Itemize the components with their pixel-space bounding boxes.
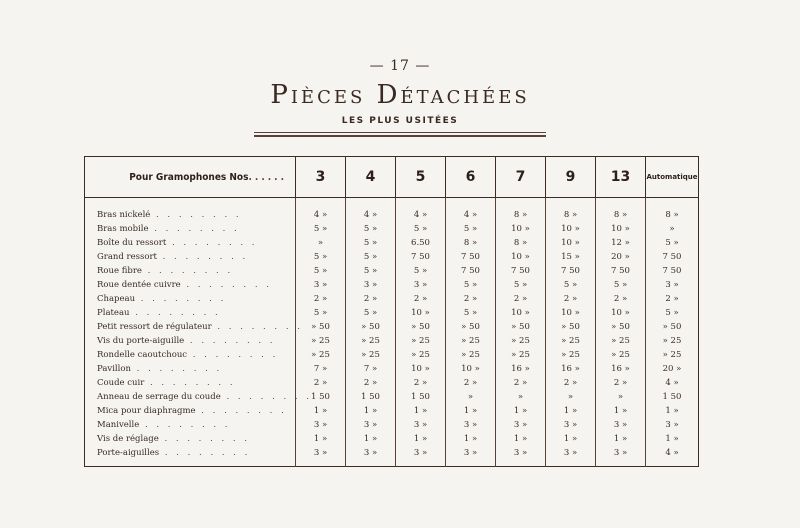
table-row bbox=[85, 278, 699, 292]
price-cell: 12 » bbox=[596, 236, 646, 250]
price-cell: 7 » bbox=[296, 362, 346, 376]
part-name-cell bbox=[85, 404, 296, 418]
price-cell: 8 » bbox=[596, 198, 646, 223]
dot-leader: . . . . . . . . bbox=[148, 224, 240, 234]
price-cell: » 50 bbox=[646, 320, 699, 334]
price-cell: » 25 bbox=[496, 334, 546, 348]
part-name-cell bbox=[85, 334, 296, 348]
price-cell: 2 » bbox=[446, 292, 496, 306]
price-cell: 3 » bbox=[296, 446, 346, 467]
price-cell: 2 » bbox=[546, 292, 596, 306]
page-subtitle: LES PLUS USITÉES bbox=[341, 116, 459, 126]
part-name-cell bbox=[85, 236, 296, 250]
price-cell: 5 » bbox=[346, 236, 396, 250]
price-cell: » bbox=[596, 390, 646, 404]
price-cell: 3 » bbox=[396, 278, 446, 292]
price-cell: 8 » bbox=[646, 198, 699, 223]
price-cell: 5 » bbox=[446, 278, 496, 292]
part-name: Rondelle caoutchouc bbox=[97, 350, 188, 360]
price-cell: 8 » bbox=[446, 236, 496, 250]
price-cell: 3 » bbox=[646, 278, 699, 292]
part-name: Vis du porte-aiguille bbox=[97, 336, 185, 346]
price-cell: 1 » bbox=[346, 404, 396, 418]
price-cell: 15 » bbox=[546, 250, 596, 264]
price-cell: 10 » bbox=[496, 306, 546, 320]
column-header: 13 bbox=[596, 157, 646, 198]
price-cell: 7 50 bbox=[446, 264, 496, 278]
price-cell: 4 » bbox=[646, 376, 699, 390]
part-name-cell bbox=[85, 264, 296, 278]
part-name: Chapeau bbox=[97, 294, 136, 304]
price-cell: » 25 bbox=[346, 348, 396, 362]
part-name: Pavillon bbox=[97, 364, 131, 374]
table-header-label bbox=[85, 157, 296, 198]
price-cell: 5 » bbox=[346, 306, 396, 320]
part-name: Porte-aiguilles bbox=[97, 448, 160, 458]
part-name: Mica pour diaphragme bbox=[97, 406, 196, 416]
column-header: Automatique bbox=[646, 157, 699, 198]
price-cell: 2 » bbox=[546, 376, 596, 390]
part-name: Roue fibre bbox=[97, 266, 142, 276]
price-cell: 1 » bbox=[446, 404, 496, 418]
price-cell: 1 » bbox=[496, 432, 546, 446]
price-cell: 8 » bbox=[496, 198, 546, 223]
dot-leader: . . . . . . . . bbox=[129, 308, 221, 318]
price-cell: » 25 bbox=[546, 348, 596, 362]
price-cell: 3 » bbox=[446, 446, 496, 467]
price-cell: 10 » bbox=[446, 362, 496, 376]
price-cell: 1 » bbox=[396, 404, 446, 418]
table-row bbox=[85, 334, 699, 348]
price-cell: 2 » bbox=[396, 292, 446, 306]
price-cell: » 25 bbox=[396, 334, 446, 348]
part-name: Coude cuir bbox=[97, 378, 145, 388]
part-name: Vis de réglage bbox=[97, 434, 159, 444]
price-cell: 1 » bbox=[346, 432, 396, 446]
price-cell: 10 » bbox=[396, 306, 446, 320]
price-cell: 20 » bbox=[646, 362, 699, 376]
table-row bbox=[85, 222, 699, 236]
price-cell: » 25 bbox=[446, 334, 496, 348]
price-cell: » 50 bbox=[446, 320, 496, 334]
price-cell: 4 » bbox=[296, 198, 346, 223]
price-cell: 3 » bbox=[346, 278, 396, 292]
title-rule-thick bbox=[254, 135, 546, 137]
part-name: Bras mobile bbox=[97, 224, 149, 234]
price-cell: 2 » bbox=[396, 376, 446, 390]
price-cell: 5 » bbox=[346, 222, 396, 236]
price-cell: » 25 bbox=[446, 348, 496, 362]
price-cell: 2 » bbox=[596, 292, 646, 306]
price-cell: 5 » bbox=[496, 278, 546, 292]
price-cell: » 25 bbox=[646, 334, 699, 348]
price-cell: 1 » bbox=[496, 404, 546, 418]
dot-leader: . . . . . . . . bbox=[135, 294, 227, 304]
column-header: 3 bbox=[296, 157, 346, 198]
price-cell: 3 » bbox=[596, 418, 646, 432]
dot-leader: . . . . . . . . bbox=[150, 210, 242, 220]
price-cell: 5 » bbox=[296, 264, 346, 278]
price-cell: 2 » bbox=[496, 376, 546, 390]
price-cell: 3 » bbox=[546, 446, 596, 467]
price-cell: 1 » bbox=[646, 404, 699, 418]
part-name-cell bbox=[85, 432, 296, 446]
price-cell: 5 » bbox=[346, 264, 396, 278]
price-cell: 7 » bbox=[346, 362, 396, 376]
part-name: Grand ressort bbox=[97, 252, 157, 262]
price-cell: 8 » bbox=[496, 236, 546, 250]
part-name-cell bbox=[85, 198, 296, 223]
price-cell: 10 » bbox=[496, 250, 546, 264]
part-name-cell bbox=[85, 306, 296, 320]
price-cell: 10 » bbox=[596, 222, 646, 236]
table-row bbox=[85, 446, 699, 467]
price-cell: 3 » bbox=[596, 446, 646, 467]
dot-leader: . . . . . . . . bbox=[139, 420, 231, 430]
price-cell: 2 » bbox=[346, 376, 396, 390]
price-cell: 3 » bbox=[446, 418, 496, 432]
table-row bbox=[85, 320, 699, 334]
table-row bbox=[85, 390, 699, 404]
price-cell: » 25 bbox=[496, 348, 546, 362]
price-cell: » 25 bbox=[296, 334, 346, 348]
dot-leader: . . . . . . . . bbox=[158, 434, 250, 444]
part-name-cell bbox=[85, 390, 312, 404]
price-cell: 1 » bbox=[546, 432, 596, 446]
price-cell: 2 » bbox=[646, 292, 699, 306]
price-cell: 2 » bbox=[296, 376, 346, 390]
price-cell: 7 50 bbox=[496, 264, 546, 278]
price-cell: 5 » bbox=[646, 306, 699, 320]
table-row bbox=[85, 348, 699, 362]
price-cell: 2 » bbox=[296, 292, 346, 306]
dot-leader: . . . . . . . . bbox=[159, 448, 251, 458]
price-cell: 7 50 bbox=[646, 264, 699, 278]
dot-leader: . . . . . . . . bbox=[130, 364, 223, 374]
price-cell: 1 » bbox=[296, 432, 346, 446]
column-header: 9 bbox=[546, 157, 596, 198]
price-cell: 10 » bbox=[546, 306, 596, 320]
price-cell: 3 » bbox=[546, 418, 596, 432]
part-name: Petit ressort de régulateur bbox=[97, 322, 212, 332]
price-cell: 10 » bbox=[546, 236, 596, 250]
part-name: Roue dentée cuivre bbox=[97, 280, 181, 290]
table-row bbox=[85, 418, 699, 432]
price-cell: 7 50 bbox=[446, 250, 496, 264]
dot-leader: . . . . . . . . bbox=[187, 350, 279, 360]
part-name-cell bbox=[85, 222, 296, 236]
price-cell: 3 » bbox=[496, 418, 546, 432]
price-cell: » 50 bbox=[546, 320, 596, 334]
table-row bbox=[85, 362, 699, 376]
price-cell: 5 » bbox=[596, 278, 646, 292]
price-cell: » bbox=[496, 390, 546, 404]
price-cell: » bbox=[446, 390, 496, 404]
column-header: 5 bbox=[396, 157, 446, 198]
price-cell: 1 » bbox=[646, 432, 699, 446]
price-cell: 1 » bbox=[546, 404, 596, 418]
dot-leader: . . . . . . . . bbox=[141, 266, 234, 276]
price-cell: » bbox=[296, 236, 346, 250]
table-row bbox=[85, 404, 699, 418]
table-row bbox=[85, 250, 699, 264]
price-cell: 7 50 bbox=[646, 250, 699, 264]
price-cell: 16 » bbox=[546, 362, 596, 376]
table-row bbox=[85, 264, 699, 278]
price-cell: » 50 bbox=[346, 320, 396, 334]
price-cell: 5 » bbox=[446, 306, 496, 320]
title-rule-thin bbox=[254, 132, 546, 133]
table-row bbox=[85, 198, 699, 223]
price-cell: 1 » bbox=[396, 432, 446, 446]
price-cell: 2 » bbox=[346, 292, 396, 306]
header-leader: ...... bbox=[248, 171, 287, 183]
price-cell: » 50 bbox=[496, 320, 546, 334]
part-name: Plateau bbox=[97, 308, 130, 318]
price-cell: » 50 bbox=[296, 320, 346, 334]
part-name-cell bbox=[85, 278, 296, 292]
part-name-cell bbox=[85, 362, 296, 376]
price-cell: 3 » bbox=[496, 446, 546, 467]
table-header-row bbox=[85, 157, 699, 198]
price-cell: 1 50 bbox=[346, 390, 396, 404]
table-row bbox=[85, 292, 699, 306]
price-cell: 10 » bbox=[596, 306, 646, 320]
price-cell: 4 » bbox=[446, 198, 496, 223]
price-cell: 5 » bbox=[296, 222, 346, 236]
part-name-cell bbox=[85, 292, 296, 306]
dot-leader: . . . . . . . . bbox=[220, 392, 312, 402]
price-cell: 10 » bbox=[496, 222, 546, 236]
table-row bbox=[85, 432, 699, 446]
price-cell: 5 » bbox=[446, 222, 496, 236]
price-cell: » bbox=[646, 222, 699, 236]
dot-leader: . . . . . . . . bbox=[180, 280, 272, 290]
price-cell: 3 » bbox=[296, 278, 346, 292]
table-row bbox=[85, 306, 699, 320]
price-cell: 1 » bbox=[446, 432, 496, 446]
price-cell: » 25 bbox=[546, 334, 596, 348]
dot-leader: . . . . . . . . bbox=[166, 238, 258, 248]
dot-leader: . . . . . . . . bbox=[184, 336, 276, 346]
price-cell: » 25 bbox=[596, 348, 646, 362]
price-cell: 3 » bbox=[296, 418, 346, 432]
price-cell: » bbox=[546, 390, 596, 404]
price-cell: 2 » bbox=[496, 292, 546, 306]
price-cell: 3 » bbox=[396, 446, 446, 467]
table-row bbox=[85, 236, 699, 250]
part-name: Boîte du ressort bbox=[97, 238, 167, 248]
price-cell: 3 » bbox=[646, 418, 699, 432]
price-cell: 3 » bbox=[396, 418, 446, 432]
part-name-cell bbox=[85, 446, 296, 467]
price-cell: 7 50 bbox=[396, 250, 446, 264]
part-name: Manivelle bbox=[97, 420, 140, 430]
price-cell: » 25 bbox=[346, 334, 396, 348]
price-cell: 1 » bbox=[596, 432, 646, 446]
price-cell: » 25 bbox=[596, 334, 646, 348]
price-cell: » 25 bbox=[396, 348, 446, 362]
price-cell: 6.50 bbox=[396, 236, 446, 250]
dot-leader: . . . . . . . . bbox=[156, 252, 249, 262]
price-cell: 1 » bbox=[296, 404, 346, 418]
part-name: Anneau de serrage du coude bbox=[97, 392, 221, 402]
price-cell: 4 » bbox=[396, 198, 446, 223]
price-cell: 3 » bbox=[346, 446, 396, 467]
part-name-cell bbox=[85, 320, 303, 334]
price-cell: 5 » bbox=[296, 250, 346, 264]
column-header: 6 bbox=[446, 157, 496, 198]
table-row bbox=[85, 376, 699, 390]
dot-leader: . . . . . . . . bbox=[211, 322, 303, 332]
price-cell: 20 » bbox=[596, 250, 646, 264]
price-cell: 5 » bbox=[296, 306, 346, 320]
price-cell: 1 » bbox=[596, 404, 646, 418]
price-cell: 7 50 bbox=[596, 264, 646, 278]
price-cell: 4 » bbox=[346, 198, 396, 223]
price-cell: 16 » bbox=[496, 362, 546, 376]
price-cell: 3 » bbox=[346, 418, 396, 432]
price-cell: » 25 bbox=[646, 348, 699, 362]
column-header: 4 bbox=[346, 157, 396, 198]
part-name-cell bbox=[85, 250, 296, 264]
table-body bbox=[85, 198, 699, 467]
column-header: 7 bbox=[496, 157, 546, 198]
price-cell: 1 50 bbox=[296, 390, 346, 404]
part-name: Bras nickelé bbox=[97, 210, 151, 220]
price-cell: 5 » bbox=[396, 222, 446, 236]
price-cell: » 25 bbox=[296, 348, 346, 362]
price-cell: 1 50 bbox=[396, 390, 446, 404]
part-name-cell bbox=[85, 348, 296, 362]
price-cell: » 50 bbox=[396, 320, 446, 334]
parts-price-table bbox=[84, 156, 699, 467]
price-cell: 5 » bbox=[546, 278, 596, 292]
price-cell: 5 » bbox=[346, 250, 396, 264]
price-cell: » 50 bbox=[596, 320, 646, 334]
price-cell: 5 » bbox=[646, 236, 699, 250]
page-title: Pièces Détachées bbox=[270, 80, 530, 110]
price-cell: 8 » bbox=[546, 198, 596, 223]
dot-leader: . . . . . . . . bbox=[195, 406, 287, 416]
price-cell: 2 » bbox=[596, 376, 646, 390]
price-cell: 10 » bbox=[396, 362, 446, 376]
part-name-cell bbox=[85, 376, 296, 390]
price-cell: 2 » bbox=[446, 376, 496, 390]
header-label-text: Pour Gramophones Nos bbox=[129, 171, 249, 183]
price-cell: 7 50 bbox=[546, 264, 596, 278]
price-cell: 5 » bbox=[396, 264, 446, 278]
dot-leader: . . . . . . . . bbox=[144, 378, 236, 388]
price-cell: 10 » bbox=[546, 222, 596, 236]
price-cell: 4 » bbox=[646, 446, 699, 467]
part-name-cell bbox=[85, 418, 296, 432]
price-cell: 1 50 bbox=[646, 390, 699, 404]
page-number: — 17 — bbox=[369, 58, 431, 74]
price-cell: 16 » bbox=[596, 362, 646, 376]
